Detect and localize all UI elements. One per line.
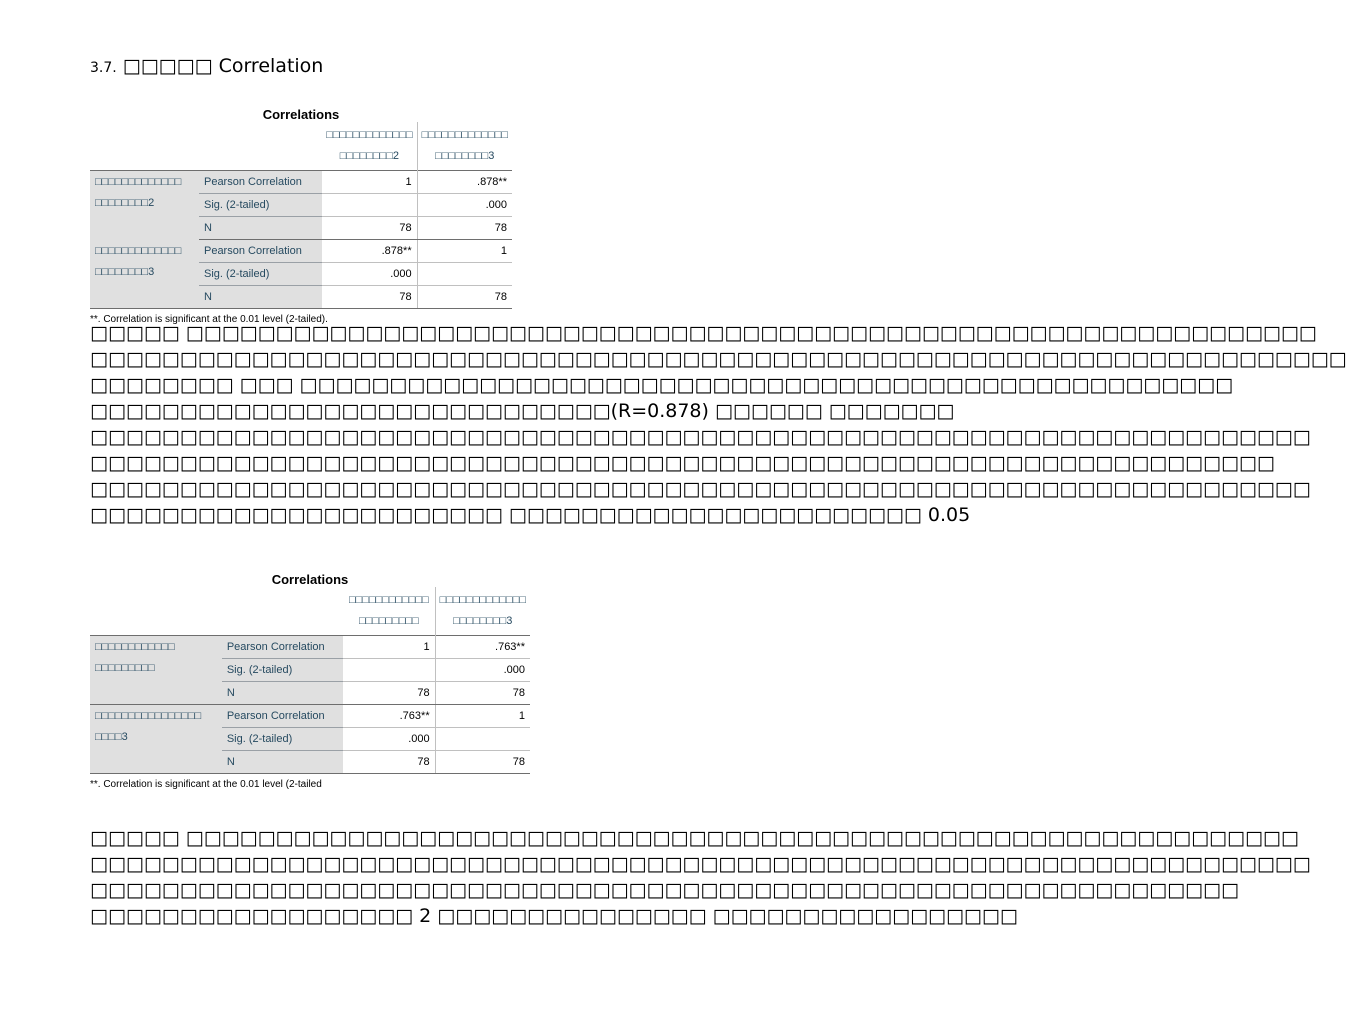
table-row	[90, 705, 530, 728]
cell-value: 1	[322, 171, 417, 194]
cell-value: 78	[435, 751, 530, 774]
stat-label: Sig. (2-tailed)	[199, 194, 322, 217]
cell-value	[343, 659, 435, 682]
column-header: □□□□□□□□□□□□□ □□□□□□□□3	[417, 122, 512, 171]
cell-value: .878**	[322, 240, 417, 263]
text-line: □□□□□□□□□□□□□□□□□□□□□□□ □□□□□□□□□□□□□□□□□□□□□□□ 0.05	[90, 504, 971, 526]
cell-value: 78	[322, 286, 417, 309]
stat-label: Pearson Correlation	[199, 171, 322, 194]
cell-value: 1	[343, 636, 435, 659]
cell-value: 1	[417, 240, 512, 263]
cell-value: .763**	[343, 705, 435, 728]
cell-value	[417, 263, 512, 286]
column-header: □□□□□□□□□□□□ □□□□□□□□□	[349, 594, 429, 627]
correlations-table-2-block	[90, 572, 530, 790]
text-line: □□□□□ □□□□□□□□□□□□□□□□□□□□□□□□□□□□□□□□□□□□□□□□□□□□□□□□□□□□□□□□□□□□□□□	[90, 322, 1317, 344]
table-title: Correlations	[262, 107, 340, 122]
stat-label: N	[199, 217, 322, 240]
table-row	[90, 240, 512, 263]
table-row	[90, 171, 512, 194]
paragraph-1	[90, 320, 1347, 528]
text-line: □□□□□ □□□□□□□□□□□□□□□□□□□□□□□□□□□□□□□□□□□□□□□□□□□□□□□□□□□□□□□□□□□□□□	[90, 827, 1299, 849]
section-heading	[90, 55, 323, 77]
correlations-table	[90, 122, 512, 309]
text-line: □□□□□□□□□□□□□□□□□□ 2 □□□□□□□□□□□□□□□ □□□□□□□□□□□□□□□□□	[90, 905, 1018, 927]
stat-label: Pearson Correlation	[222, 636, 343, 659]
cell-value: .000	[435, 659, 530, 682]
paragraph-2	[90, 825, 1311, 929]
cell-value: .878**	[417, 171, 512, 194]
cell-value: .000	[417, 194, 512, 217]
stat-label: Sig. (2-tailed)	[199, 263, 322, 286]
text-line: □□□□□□□□□□□□□□□□□□□□□□□□□□□□□□□□□□□□□□□□□□□□□□□□□□□□□□□□□□□□□□□□□□	[90, 452, 1275, 474]
cell-value: 78	[322, 217, 417, 240]
text-line: □□□□□□□□□□□□□□□□□□□□□□□□□□□□□□□□□□□□□□□□□□□□□□□□□□□□□□□□□□□□□□□□	[90, 879, 1239, 901]
cell-value: 78	[417, 217, 512, 240]
table-row	[90, 636, 530, 659]
row-variable-label: □□□□□□□□□□□□□ □□□□□□□□2	[90, 171, 199, 240]
table-title: Correlations	[271, 572, 349, 587]
row-variable-label: □□□□□□□□□□□□□□□□ □□□□3	[90, 705, 222, 774]
cell-value: .000	[322, 263, 417, 286]
section-number: 3.7.	[90, 60, 117, 76]
cell-value: 78	[343, 751, 435, 774]
cell-value	[322, 194, 417, 217]
cell-value: 1	[435, 705, 530, 728]
row-variable-label: □□□□□□□□□□□□ □□□□□□□□□	[90, 636, 222, 705]
cell-value: 78	[343, 682, 435, 705]
stat-label: Pearson Correlation	[199, 240, 322, 263]
cell-value: .000	[343, 728, 435, 751]
section-title: □□□□□ Correlation	[122, 55, 324, 77]
text-line: □□□□□□□□□□□□□□□□□□□□□□□□□□□□□□□□□□□□□□□□□□□□□□□□□□□□□□□□□□□□□□□□□□□□	[90, 853, 1311, 875]
cell-value	[435, 728, 530, 751]
stat-label: N	[222, 751, 343, 774]
cell-value: 78	[417, 286, 512, 309]
text-line: □□□□□□□□ □□□ □□□□□□□□□□□□□□□□□□□□□□□□□□□□□□□□□□□□□□□□□□□□□□□□□□□□	[90, 374, 1234, 396]
text-line: □□□□□□□□□□□□□□□□□□□□□□□□□□□□□□□□□□□□□□□□□□□□□□□□□□□□□□□□□□□□□□□□□□□□□□	[90, 348, 1347, 370]
text-line: □□□□□□□□□□□□□□□□□□□□□□□□□□□□□□□□□□□□□□□□□□□□□□□□□□□□□□□□□□□□□□□□□□□□	[90, 426, 1311, 448]
correlations-table-1-block	[90, 107, 512, 325]
correlations-table	[90, 587, 530, 774]
stat-label: N	[222, 682, 343, 705]
column-header: □□□□□□□□□□□□□ □□□□□□□□3	[435, 587, 530, 636]
text-line: □□□□□□□□□□□□□□□□□□□□□□□□□□□□□(R=0.878) □□□□□□ □□□□□□□	[90, 400, 955, 422]
cell-value: 78	[435, 682, 530, 705]
table-footnote: **. Correlation is significant at the 0.01 level (2-tailed	[90, 779, 322, 790]
text-line: □□□□□□□□□□□□□□□□□□□□□□□□□□□□□□□□□□□□□□□□□□□□□□□□□□□□□□□□□□□□□□□□□□□□	[90, 478, 1311, 500]
row-variable-label: □□□□□□□□□□□□□ □□□□□□□□3	[90, 240, 199, 309]
cell-value: .763**	[435, 636, 530, 659]
stat-label: Sig. (2-tailed)	[222, 728, 343, 751]
table-footnote: **. Correlation is significant at the 0.01 level (2-tailed).	[90, 314, 328, 325]
stat-label: N	[199, 286, 322, 309]
column-header: □□□□□□□□□□□□□ □□□□□□□□2	[326, 129, 413, 162]
stat-label: Pearson Correlation	[222, 705, 343, 728]
stat-label: Sig. (2-tailed)	[222, 659, 343, 682]
